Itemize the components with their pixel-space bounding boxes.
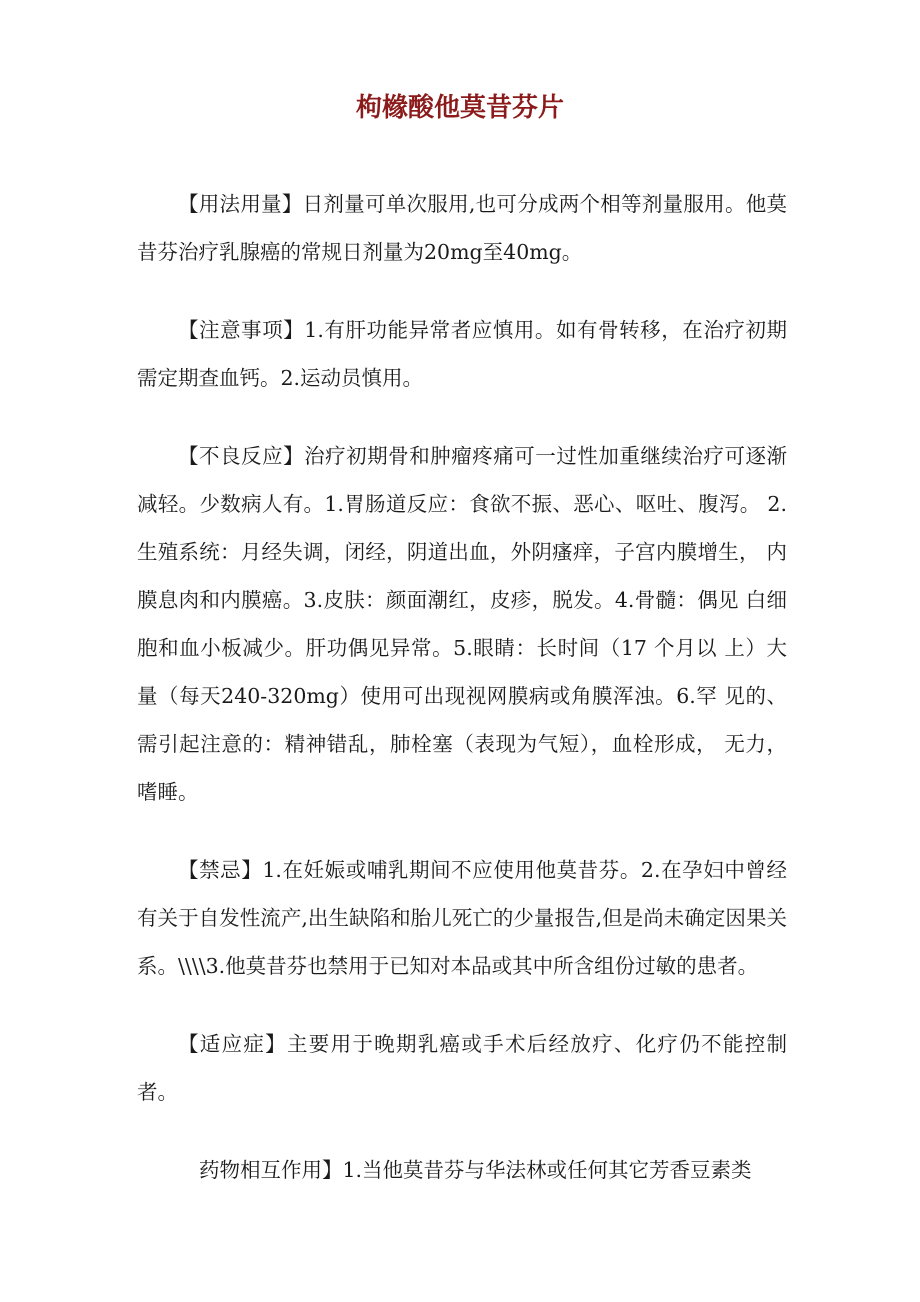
section-adverse-reactions: 【不良反应】治疗初期骨和肿瘤疼痛可一过性加重继续治疗可逐渐减轻。少数病人有。1.胃肠道反应：食欲不振、恶心、呕吐、腹泻。 2.生殖系统：月经失调，闭经，阴道出血，外阴瘙痒，子宫内膜增生， 内膜息肉和内膜癌。3.皮肤：颜面潮红，皮疹，脱发。4.骨髓：偶见 白细胞和血小板减少。肝功偶见异常。5.眼睛：长时间（17 个月以 上）大量（每天240-320mg）使用可出现视网膜病或角膜浑浊。6.罕 见的、需引起注意的：精神错乱，肺栓塞（表现为气短），血栓形成， 无力，嗜睡。	[137, 444, 787, 804]
section-dosage: 【用法用量】日剂量可单次服用,也可分成两个相等剂量服用。他莫昔芬治疗乳腺癌的常规日剂量为20mg至40mg。	[137, 192, 787, 264]
document-body	[137, 180, 787, 1194]
section-precautions: 【注意事项】1.有肝功能异常者应慎用。如有骨转移，在治疗初期需定期查血钙。2.运动员慎用。	[137, 318, 787, 390]
section-indications: 【适应症】主要用于晚期乳癌或手术后经放疗、化疗仍不能控制者。	[137, 1032, 787, 1104]
document-title: 枸橼酸他莫昔芬片	[355, 93, 564, 123]
section-drug-interactions: 药物相互作用】1.当他莫昔芬与华法林或任何其它芳香豆素类	[199, 1158, 752, 1182]
section-contraindications: 【禁忌】1.在妊娠或哺乳期间不应使用他莫昔芬。2.在孕妇中曾经有关于自发性流产,出生缺陷和胎儿死亡的少量报告,但是尚未确定因果关系。\\\\3.他莫昔芬也禁用于已知对本品或其中所含组份过敏的患者。	[137, 858, 787, 978]
